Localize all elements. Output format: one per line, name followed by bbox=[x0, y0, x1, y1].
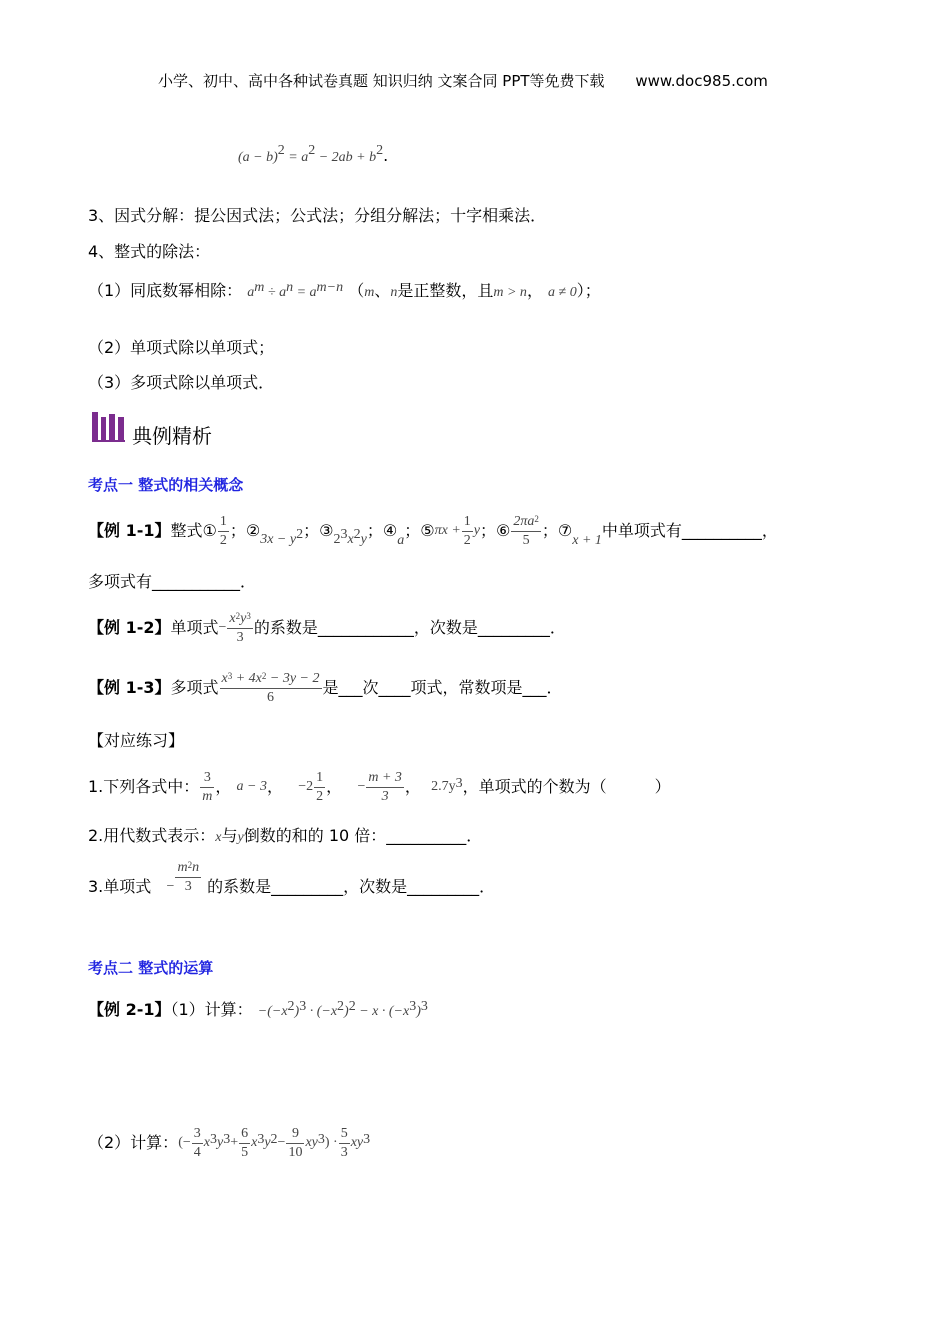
example-1-2: 【例 1-2】 单项式 − $\frac{x^2y^3}{3}$ 的系数是____________，次数是_________． bbox=[88, 610, 566, 645]
division-rule-1: （1）同底数幂相除： $a^m \div a^n = a^{m-n}$ （m、n是正整数，且m > n， a ≠ 0）； bbox=[88, 280, 601, 300]
practice-1: 1.下列各式中： $\frac{3}{m}$ ， a − 3 ， −2 $\frac{1}{2}$ ， − $\frac{m + 3}{3}$ ， 2.7y $^3$ ，单项式的个数为（ ） bbox=[88, 769, 671, 804]
example-1-3: 【例 1-3】 多项式 $\frac{x^3 + 4x^2 - 3y - 2}{6}$ 是___次____项式，常数项是___． bbox=[88, 670, 563, 705]
practice-3: 3.单项式 − $\frac{m^2n}{3}$ 的系数是_________，次数是_________． bbox=[88, 859, 496, 896]
practice-title: 【对应练习】 bbox=[88, 731, 185, 750]
section-title: 典例精析 bbox=[132, 424, 212, 448]
example-2-2: （2）计算： (− $\frac{3}{4}$ x $^3$ y $^3$ + $\frac{6}{5}$ x $^3$ y $^2$ − $\frac{9}{10}$ xy $^3$ ) · $\frac{5}{3}$ xy $^3$ bbox=[88, 1125, 371, 1160]
practice-2: 2.用代数式表示：x与y倒数的和的 10 倍：__________． bbox=[88, 826, 483, 845]
point-4: 4、整式的除法： bbox=[88, 242, 211, 261]
division-rule-2: （2）单项式除以单项式； bbox=[88, 338, 275, 357]
header-url: www.doc985.com bbox=[635, 72, 768, 90]
point-3: 3、因式分解：提公因式法；公式法；分组分解法；十字相乘法． bbox=[88, 206, 547, 225]
formula-square-difference: $(a - b)^2 = a^2 - 2ab + b^2$. bbox=[238, 143, 389, 165]
division-rule-3: （3）多项式除以单项式． bbox=[88, 373, 275, 392]
topic-2-title: 考点二 整式的运算 bbox=[88, 959, 214, 977]
example-2-1: 【例 2-1】（1）计算： $-(-x^2)^3 \cdot (-x^2)^2 - x \cdot (-x^3)^3$ bbox=[88, 999, 428, 1019]
page-header bbox=[158, 70, 768, 91]
example-1-1-line2: 多项式有___________． bbox=[88, 572, 257, 591]
example-1-1: 【例 1-1】 整式① $\frac{1}{2}$ ；② $3x - y^2$ ；③ $2^3x^2y$ ；④ a ；⑤ πx + $\frac{1}{2}$ y ；⑥ $\frac{2\pi a^2}{5}$ ；⑦ x + 1 中单项式有__________， bbox=[88, 513, 778, 548]
header-left: 小学、初中、高中各种试卷真题 知识归纳 文案合同 PPT等免费下载 bbox=[158, 72, 605, 90]
books-icon bbox=[92, 412, 126, 446]
topic-1-title: 考点一 整式的相关概念 bbox=[88, 476, 244, 494]
